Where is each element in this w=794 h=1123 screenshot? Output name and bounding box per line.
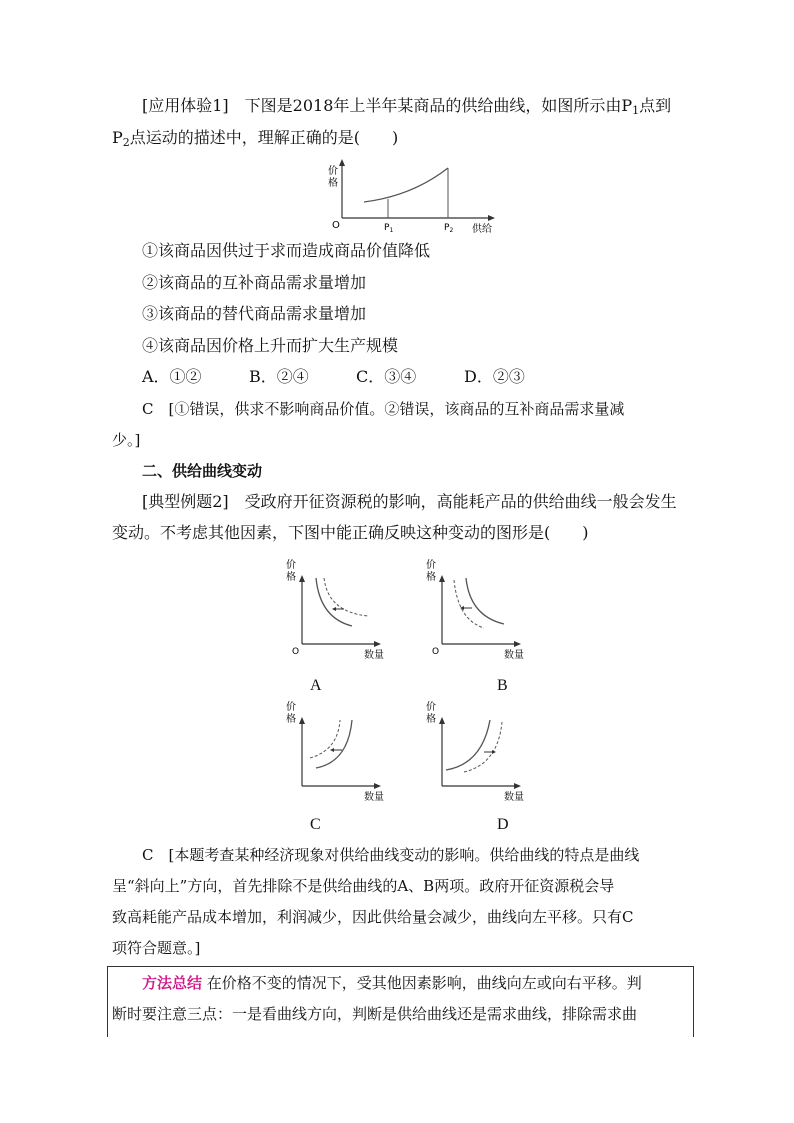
y-axis-arrow xyxy=(339,159,345,166)
svg-text:数量: 数量 xyxy=(364,792,384,803)
example-answer-line-3: 致高耗能产品成本增加，利润减少，因此供给量会减少，曲线向左平移。只有C xyxy=(112,908,634,926)
graph-b-label: B xyxy=(497,677,508,694)
choice-b: B．②④ xyxy=(249,367,309,386)
experience-line-1-b: 点到 xyxy=(639,96,672,115)
method-title: 方法总结 xyxy=(142,974,203,992)
curve-dashed xyxy=(324,578,368,616)
svg-text:O: O xyxy=(292,647,300,657)
experience-line-2 xyxy=(112,128,398,153)
curve-solid xyxy=(316,720,352,768)
option-3: ③该商品的替代商品需求量增加 xyxy=(142,304,367,323)
p2-subscript: 2 xyxy=(122,136,130,149)
method-line-1-text: 在价格不变的情况下，受其他因素影响，曲线向左或向右平移。判 xyxy=(206,974,642,992)
experience-line-2-a: P xyxy=(112,128,123,147)
svg-text:格: 格 xyxy=(426,714,436,725)
svg-text:格: 格 xyxy=(426,572,436,583)
graph-d-label: D xyxy=(497,816,509,833)
choice-c: C．③④ xyxy=(356,367,417,386)
example-answer-line-4: 项符合题意。] xyxy=(112,939,201,957)
option-4: ④该商品因价格上升而扩大生产规模 xyxy=(142,336,399,355)
graph-b xyxy=(422,556,532,666)
svg-text:数量: 数量 xyxy=(504,792,524,803)
graph-a xyxy=(282,556,392,666)
x-axis-arrow xyxy=(488,215,495,221)
p2-label: $P_2$ xyxy=(444,223,454,234)
y-label-1: 价 xyxy=(328,166,338,177)
y-label-2: 格 xyxy=(328,178,338,189)
curve-dashed xyxy=(464,722,502,772)
svg-text:价: 价 xyxy=(286,702,296,713)
shift-arrow xyxy=(332,607,336,611)
experience-line-2-b: 点运动的描述中，理解正确的是( ) xyxy=(129,128,399,147)
graph-a-label: A xyxy=(310,677,322,694)
method-line-2: 断时要注意三点：一是看曲线方向，判断是供给曲线还是需求曲线，排除需求曲 xyxy=(112,1005,638,1023)
experience-line-1 xyxy=(142,96,671,121)
example-answer-line-2: 呈“斜向上”方向，首先排除不是供给曲线的A、B两项。政府开征资源税会导 xyxy=(112,877,615,895)
svg-text:格: 格 xyxy=(286,572,296,583)
option-1: ①该商品因供过于求而造成商品价值降低 xyxy=(142,241,431,260)
svg-text:O: O xyxy=(432,647,440,657)
graph-d xyxy=(422,698,532,808)
example-line-1: [典型例题2] 受政府开征资源税的影响，高能耗产品的供给曲线一般会发生 xyxy=(142,492,677,511)
curve-solid xyxy=(466,578,504,624)
method-line-1 xyxy=(142,973,642,993)
choice-d: D．②③ xyxy=(464,367,525,386)
example-line-2: 变动。不考虑其他因素，下图中能正确反映这种变动的图形是( ) xyxy=(112,523,589,542)
shift-arrow xyxy=(330,748,334,752)
supply-curve xyxy=(364,168,448,202)
choice-a: A．①② xyxy=(142,367,202,386)
experience-answer-line-2: 少。] xyxy=(112,431,141,449)
svg-text:格: 格 xyxy=(286,714,296,725)
experience-answer-line-1: C [①错误，供求不影响商品价值。②错误，该商品的互补商品需求量减 xyxy=(142,400,625,418)
p1-label: $P_1$ xyxy=(384,223,394,234)
experience-line-1-a: [应用体验1] 下图是2018年上半年某商品的供给曲线，如图所示由P xyxy=(142,96,633,115)
supply-curve-graph xyxy=(322,158,502,236)
svg-text:价: 价 xyxy=(426,560,436,571)
section-heading: 二、供给曲线变动 xyxy=(142,462,263,480)
svg-text:价: 价 xyxy=(426,702,436,713)
graph-c-label: C xyxy=(310,816,321,833)
svg-text:价: 价 xyxy=(286,560,296,571)
svg-text:数量: 数量 xyxy=(364,650,384,661)
option-2: ②该商品的互补商品需求量增加 xyxy=(142,273,367,292)
example-answer-line-1: C [本题考查某种经济现象对供给曲线变动的影响。供给曲线的特点是曲线 xyxy=(142,846,640,864)
curve-dashed xyxy=(310,720,340,758)
curve-dashed xyxy=(454,580,484,628)
graph-c xyxy=(282,698,392,808)
origin-label: O xyxy=(332,220,340,231)
x-label: 供给 xyxy=(472,224,492,235)
p1-subscript: 1 xyxy=(632,104,640,117)
svg-text:数量: 数量 xyxy=(504,650,524,661)
